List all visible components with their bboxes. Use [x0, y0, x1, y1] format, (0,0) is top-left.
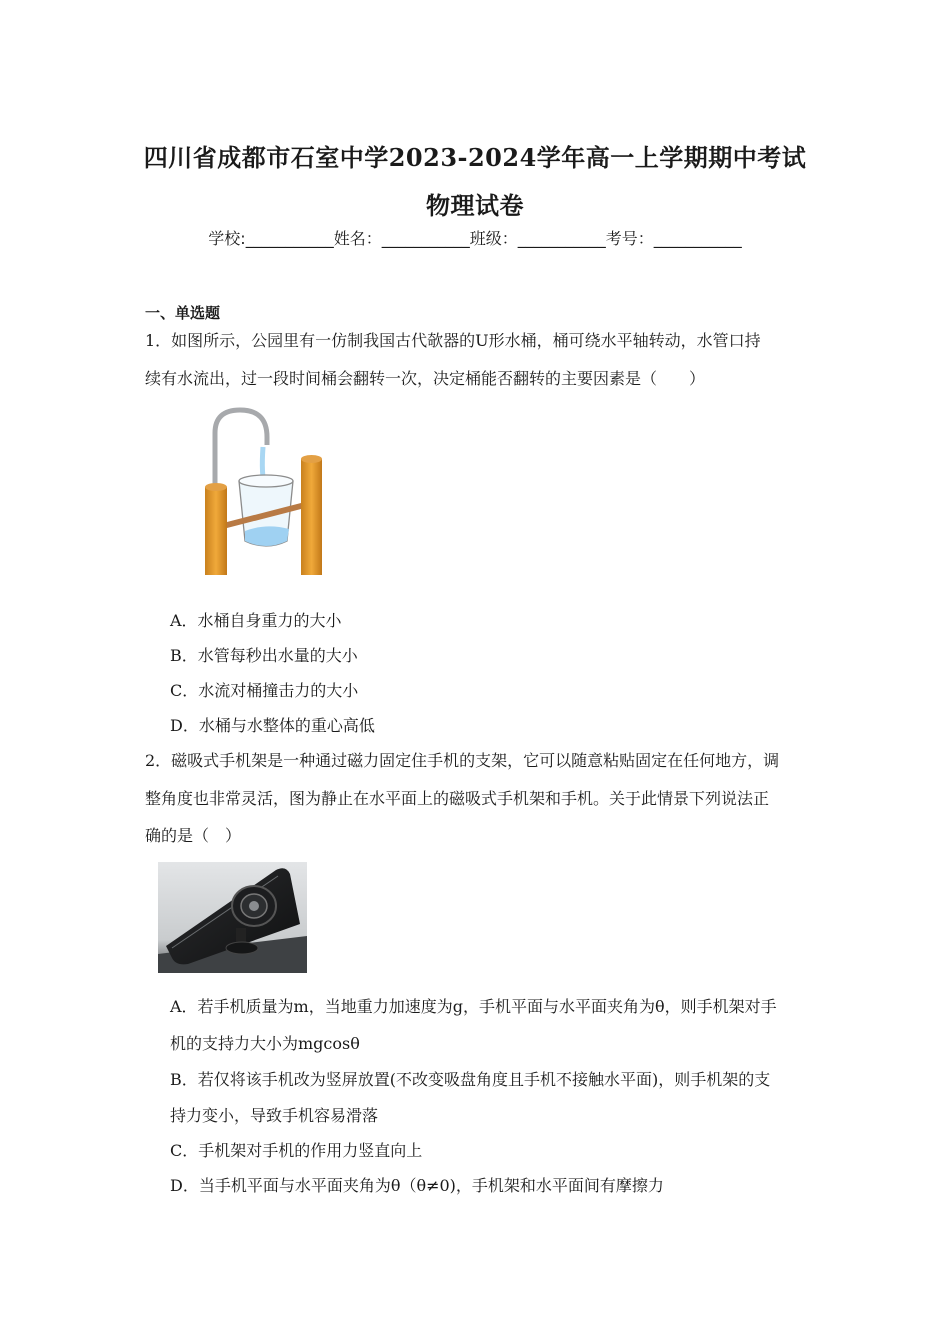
question-2-option-b-line-2: 持力变小，导致手机容易滑落	[170, 1106, 379, 1125]
question-2-line-2: 整角度也非常灵活，图为静止在水平面上的磁吸式手机架和手机。关于此情景下列说法正	[145, 789, 770, 808]
question-2-option-b-line-1: B．若仅将该手机改为竖屏放置(不改变吸盘角度且手机不接触水平面)，则手机架的支	[170, 1070, 771, 1089]
question-1-option-a: A．水桶自身重力的大小	[170, 611, 342, 630]
student-info-fields: 学校:___________姓名：___________班级：___________考号：___________	[208, 229, 742, 248]
phone-holder-photo	[158, 862, 307, 973]
question-2-line-3: 确的是（ ）	[145, 826, 242, 845]
question-1-line-1: 1．如图所示，公园里有一仿制我国古代欹器的U形水桶，桶可绕水平轴转动，水管口持	[145, 331, 761, 350]
bucket-illustration	[195, 405, 340, 575]
question-1-line-2: 续有水流出，过一段时间桶会翻转一次，决定桶能否翻转的主要因素是（ ）	[145, 369, 706, 388]
question-1-option-d: D．水桶与水整体的重心高低	[170, 716, 375, 735]
document-title-line2: 物理试卷	[426, 191, 524, 220]
question-1-option-b: B．水管每秒出水量的大小	[170, 646, 358, 665]
question-2-option-c: C．手机架对手机的作用力竖直向上	[170, 1141, 423, 1160]
question-2-line-1: 2．磁吸式手机架是一种通过磁力固定住手机的支架，它可以随意粘贴固定在任何地方，调	[145, 751, 780, 770]
question-2-option-a-line-2: 机的支持力大小为mgcosθ	[170, 1034, 360, 1053]
question-2-option-d: D．当手机平面与水平面夹角为θ（θ≠0)，手机架和水平面间有摩擦力	[170, 1176, 664, 1195]
question-2-option-a-line-1: A．若手机质量为m，当地重力加速度为g，手机平面与水平面夹角为θ，则手机架对手	[170, 997, 777, 1016]
section-heading: 一、单选题	[145, 304, 221, 322]
document-title-line1: 四川省成都市石室中学2023-2024学年高一上学期期中考试	[143, 143, 807, 172]
question-1-option-c: C．水流对桶撞击力的大小	[170, 681, 359, 700]
